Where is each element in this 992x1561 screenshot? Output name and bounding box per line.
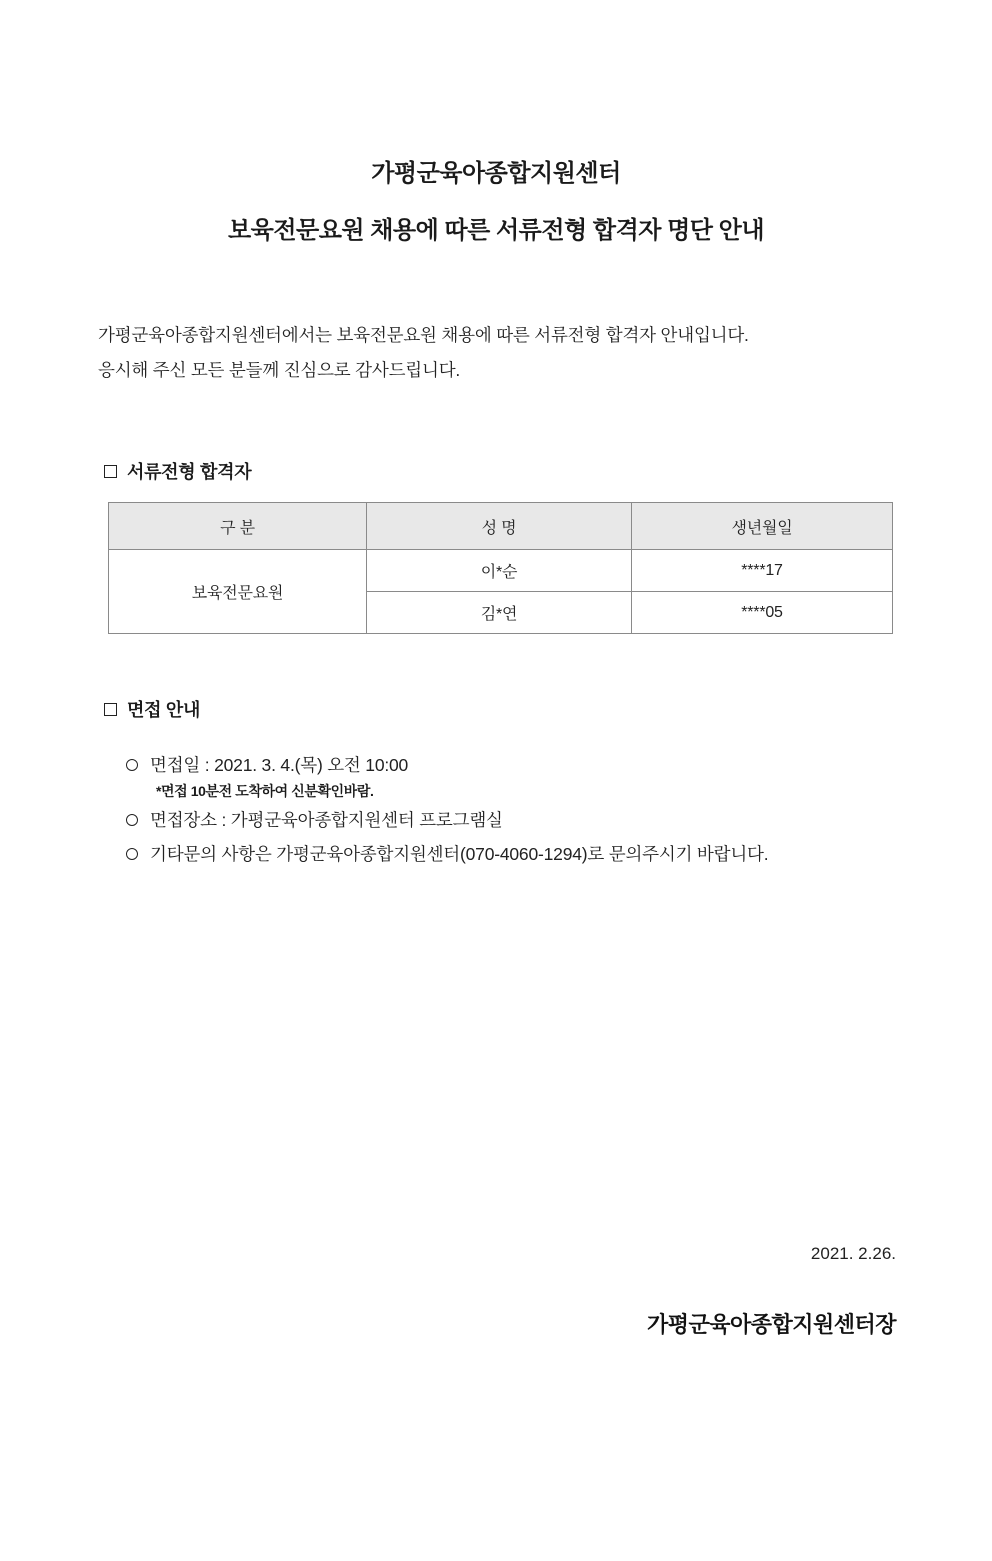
interview-contact-text: 기타문의 사항은 가평군육아종합지원센터(070-4060-1294)로 문의주시기 바랍니다.: [150, 843, 769, 864]
list-item: [126, 803, 992, 837]
intro-line-1: 가평군육아종합지원센터에서는 보육전문요원 채용에 따른 서류전형 합격자 안내입니다.: [98, 325, 749, 346]
document-title-primary: 가평군육아종합지원센터: [371, 160, 621, 187]
square-bullet-icon: [104, 465, 117, 478]
table-body: [109, 550, 893, 634]
table-header-row: [109, 503, 893, 550]
circle-bullet-icon: [126, 814, 138, 826]
table-cell-name: 김*연: [367, 592, 632, 634]
square-bullet-icon: [104, 703, 117, 716]
circle-bullet-icon: [126, 848, 138, 860]
document-signature: 가평군육아종합지원센터장: [646, 1312, 896, 1337]
table-row: [109, 550, 893, 592]
results-table: [108, 502, 893, 634]
table-cell-birthdate: ****17: [632, 550, 893, 592]
table-cell-name: 이*순: [367, 550, 632, 592]
section-1-label: 서류전형 합격자: [127, 462, 252, 483]
section-2-label: 면접 안내: [127, 700, 201, 721]
section-heading-successful-applicants: [0, 458, 992, 484]
table-header-birthdate: 생년월일: [632, 503, 893, 550]
circle-bullet-icon: [126, 759, 138, 771]
table-cell-category: 보육전문요원: [109, 550, 367, 634]
intro-paragraph: [0, 318, 992, 388]
interview-date-text: 면접일 : 2021. 3. 4.(목) 오전 10:00: [150, 755, 409, 776]
interview-location-text: 면접장소 : 가평군육아종합지원센터 프로그램실: [150, 809, 503, 830]
table-head: [109, 503, 893, 550]
section-heading-interview-info: [0, 696, 992, 722]
interview-info-list: [0, 748, 992, 870]
table-header-name: 성 명: [367, 503, 632, 550]
results-table-wrapper: [0, 502, 992, 634]
document-title-block: [0, 158, 992, 246]
document-page: [0, 158, 992, 1561]
interview-note-text: *면접 10분전 도착하여 신분확인바람.: [156, 782, 374, 799]
table-header-category: 구 분: [109, 503, 367, 550]
table-cell-birthdate: ****05: [632, 592, 893, 634]
intro-line-2: 응시해 주신 모든 분들께 진심으로 감사드립니다.: [98, 360, 461, 381]
list-item: [126, 837, 992, 871]
list-item: [126, 748, 992, 782]
document-date: 2021. 2.26.: [810, 1244, 896, 1263]
document-title-secondary: 보육전문요원 채용에 따른 서류전형 합격자 명단 안내: [227, 217, 765, 245]
